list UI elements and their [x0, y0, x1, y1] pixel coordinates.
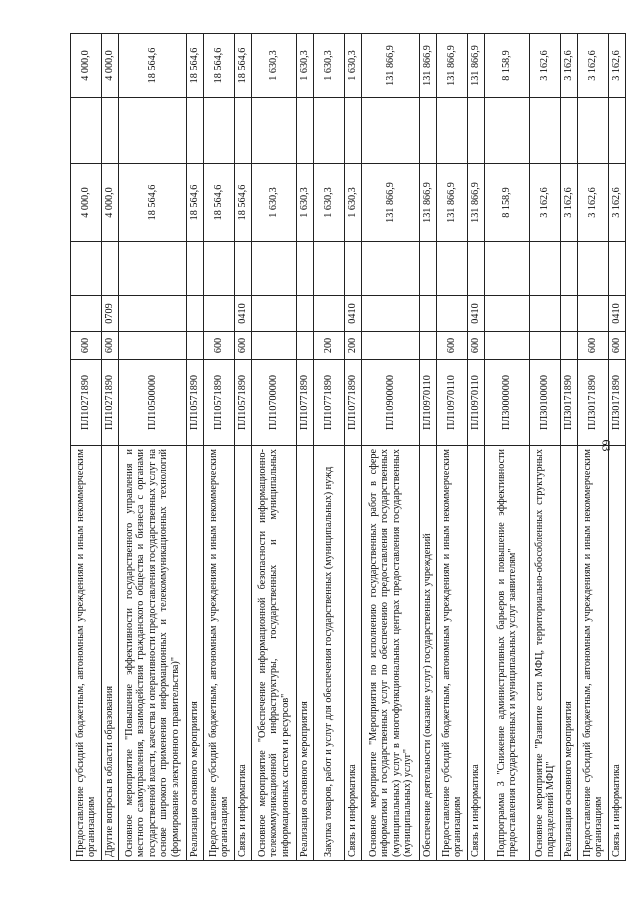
row-csr-code: ПЛ10970110: [420, 360, 437, 446]
row-section-code: 0410: [235, 296, 252, 332]
row-csr-code: ПЛ30171890: [561, 360, 578, 446]
row-sum-1: 1 630,3: [345, 164, 362, 242]
row-empty-cell: [362, 98, 420, 164]
row-csr-code: ПЛ10771890: [345, 360, 362, 446]
row-name: Реализация основного мероприятия: [561, 446, 578, 861]
row-section-code: [530, 296, 561, 332]
row-sum-2: 18 564,6: [235, 34, 252, 98]
row-csr-code: ПЛ30000000: [485, 360, 530, 446]
row-section-code: 0709: [102, 296, 119, 332]
row-sum-2: 1 630,3: [252, 34, 297, 98]
row-empty-cell: [204, 98, 235, 164]
row-name: Связь и информатика: [468, 446, 485, 861]
row-section-code: [578, 296, 609, 332]
row-section-code: [485, 296, 530, 332]
row-section-code: [297, 296, 314, 332]
table-row: [204, 34, 235, 861]
row-vr-code: 600: [437, 332, 468, 360]
row-sum-1: 1 630,3: [297, 164, 314, 242]
row-sum-1: 3 162,6: [578, 164, 609, 242]
row-sum-1: 4 000,0: [102, 164, 119, 242]
row-sum-1: 3 162,6: [561, 164, 578, 242]
row-csr-code: ПЛ30100000: [530, 360, 561, 446]
row-empty-cell: [485, 242, 530, 296]
row-sum-2: 3 162,6: [578, 34, 609, 98]
row-sum-1: 131 866,9: [468, 164, 485, 242]
budget-table: [70, 33, 626, 861]
row-empty-cell: [119, 98, 187, 164]
row-vr-code: [530, 332, 561, 360]
row-csr-code: ПЛ10700000: [252, 360, 297, 446]
row-csr-code: ПЛ30171890: [609, 360, 626, 446]
row-name: Основное мероприятие "Повышение эффективности государственного управления и местного самоуправления, взаимодействия гражданского общества и бизнеса с органами государственной власти, качества и оперативности предоставления государственных услуг на основе широкого применения информационных и телекоммуникационных технологий (формирование электронного правительства)": [119, 446, 187, 861]
row-name: Связь и информатика: [235, 446, 252, 861]
row-empty-cell: [119, 242, 187, 296]
row-sum-2: 131 866,9: [420, 34, 437, 98]
row-section-code: [561, 296, 578, 332]
row-empty-cell: [314, 98, 345, 164]
row-name: Основное мероприятие "Развитие сети МФЦ, территориально-обособленных структурных подразделений МФЦ": [530, 446, 561, 861]
row-empty-cell: [420, 98, 437, 164]
table-row: [235, 34, 252, 861]
row-name: Закупка товаров, работ и услуг для обеспечения государственных (муниципальных) нужд: [314, 446, 345, 861]
row-csr-code: ПЛ10271890: [71, 360, 102, 446]
row-empty-cell: [578, 242, 609, 296]
row-csr-code: ПЛ30171890: [578, 360, 609, 446]
row-name: Связь и информатика: [345, 446, 362, 861]
row-name: Обеспечение деятельности (оказание услуг) государственных учреждений: [420, 446, 437, 861]
row-empty-cell: [252, 242, 297, 296]
row-sum-1: 131 866,9: [437, 164, 468, 242]
row-empty-cell: [530, 242, 561, 296]
table-row: [119, 34, 187, 861]
row-section-code: 0410: [609, 296, 626, 332]
row-sum-2: 131 866,9: [437, 34, 468, 98]
table-row: [437, 34, 468, 861]
row-empty-cell: [314, 242, 345, 296]
row-csr-code: ПЛ10571890: [187, 360, 204, 446]
table-row: [102, 34, 119, 861]
table-row: [530, 34, 561, 861]
row-sum-2: 18 564,6: [187, 34, 204, 98]
row-sum-2: 18 564,6: [119, 34, 187, 98]
row-section-code: 0410: [468, 296, 485, 332]
row-csr-code: ПЛ10571890: [235, 360, 252, 446]
row-csr-code: ПЛ10771890: [297, 360, 314, 446]
row-name: Предоставление субсидий бюджетным, автономным учреждениям и иным некоммерческим организациям: [578, 446, 609, 861]
table-row: [252, 34, 297, 861]
row-empty-cell: [530, 98, 561, 164]
row-sum-2: 131 866,9: [362, 34, 420, 98]
row-name: Связь и информатика: [609, 446, 626, 861]
row-sum-2: 8 158,9: [485, 34, 530, 98]
row-empty-cell: [420, 242, 437, 296]
table-body: [71, 34, 626, 861]
row-csr-code: ПЛ10970110: [468, 360, 485, 446]
row-empty-cell: [297, 242, 314, 296]
row-empty-cell: [468, 98, 485, 164]
row-section-code: [71, 296, 102, 332]
table-row: [71, 34, 102, 861]
row-vr-code: 600: [578, 332, 609, 360]
row-csr-code: ПЛ10970110: [437, 360, 468, 446]
table-row: [485, 34, 530, 861]
row-sum-1: 3 162,6: [530, 164, 561, 242]
row-vr-code: [485, 332, 530, 360]
row-empty-cell: [235, 242, 252, 296]
row-sum-1: 18 564,6: [187, 164, 204, 242]
row-empty-cell: [561, 98, 578, 164]
row-csr-code: ПЛ10271890: [102, 360, 119, 446]
row-empty-cell: [187, 242, 204, 296]
page-number: 63: [599, 439, 614, 452]
row-name: Предоставление субсидий бюджетным, автономным учреждениям и иным некоммерческим организациям: [437, 446, 468, 861]
row-vr-code: [187, 332, 204, 360]
row-vr-code: 600: [204, 332, 235, 360]
row-sum-2: 3 162,6: [561, 34, 578, 98]
row-csr-code: ПЛ10771890: [314, 360, 345, 446]
row-sum-1: 1 630,3: [314, 164, 345, 242]
rotated-page: [70, 34, 623, 861]
row-sum-2: 3 162,6: [530, 34, 561, 98]
row-csr-code: ПЛ10500000: [119, 360, 187, 446]
row-vr-code: 600: [235, 332, 252, 360]
row-sum-1: 18 564,6: [235, 164, 252, 242]
row-name: Предоставление субсидий бюджетным, автономным учреждениям и иным некоммерческим организациям: [204, 446, 235, 861]
table-row: [578, 34, 609, 861]
table-row: [362, 34, 420, 861]
row-section-code: [420, 296, 437, 332]
row-section-code: 0410: [345, 296, 362, 332]
row-vr-code: [561, 332, 578, 360]
row-empty-cell: [102, 242, 119, 296]
row-sum-1: 1 630,3: [252, 164, 297, 242]
row-name: Подпрограмма 3 "Снижение административных барьеров и повышение эффективности предоставления государственных и муниципальных услуг заявителям": [485, 446, 530, 861]
row-empty-cell: [561, 242, 578, 296]
table-row: [561, 34, 578, 861]
row-empty-cell: [437, 98, 468, 164]
row-name: Основное мероприятие "Обеспечение информационной безопасности информационно-телекоммуникационной инфраструктуры, государственных и муниципальных информационных систем и ресурсов": [252, 446, 297, 861]
row-empty-cell: [297, 98, 314, 164]
row-vr-code: 200: [314, 332, 345, 360]
row-sum-1: 4 000,0: [71, 164, 102, 242]
row-sum-2: 131 866,9: [468, 34, 485, 98]
row-vr-code: [420, 332, 437, 360]
row-csr-code: ПЛ10900000: [362, 360, 420, 446]
row-section-code: [362, 296, 420, 332]
table-row: [314, 34, 345, 861]
row-empty-cell: [609, 242, 626, 296]
row-empty-cell: [345, 242, 362, 296]
row-empty-cell: [609, 98, 626, 164]
row-vr-code: [252, 332, 297, 360]
row-sum-2: 1 630,3: [345, 34, 362, 98]
row-empty-cell: [71, 98, 102, 164]
row-vr-code: 600: [71, 332, 102, 360]
row-empty-cell: [485, 98, 530, 164]
row-name: Реализация основного мероприятия: [297, 446, 314, 861]
row-sum-2: 4 000,0: [102, 34, 119, 98]
row-vr-code: [297, 332, 314, 360]
row-sum-1: 131 866,9: [420, 164, 437, 242]
row-vr-code: 600: [609, 332, 626, 360]
row-section-code: [204, 296, 235, 332]
table-row: [468, 34, 485, 861]
row-section-code: [119, 296, 187, 332]
row-section-code: [252, 296, 297, 332]
row-empty-cell: [252, 98, 297, 164]
row-empty-cell: [187, 98, 204, 164]
row-empty-cell: [71, 242, 102, 296]
row-name: Основное мероприятие "Мероприятия по исполнению государственных работ в сфере информатики и государственных услуг по обеспечению предоставления государственных (муниципальных) услуг в многофункциональных центрах предоставления государственных (муниципальных) услуг": [362, 446, 420, 861]
row-section-code: [437, 296, 468, 332]
row-empty-cell: [102, 98, 119, 164]
row-sum-2: 18 564,6: [204, 34, 235, 98]
table-row: [609, 34, 626, 861]
row-sum-2: 1 630,3: [297, 34, 314, 98]
row-empty-cell: [578, 98, 609, 164]
row-section-code: [314, 296, 345, 332]
row-sum-2: 3 162,6: [609, 34, 626, 98]
row-name: Предоставление субсидий бюджетным, автономным учреждениям и иным некоммерческим организациям: [71, 446, 102, 861]
row-sum-1: 18 564,6: [119, 164, 187, 242]
row-empty-cell: [468, 242, 485, 296]
row-name: Другие вопросы в области образования: [102, 446, 119, 861]
row-name: Реализация основного мероприятия: [187, 446, 204, 861]
table-row: [345, 34, 362, 861]
row-sum-2: 1 630,3: [314, 34, 345, 98]
row-empty-cell: [362, 242, 420, 296]
row-empty-cell: [437, 242, 468, 296]
table-row: [297, 34, 314, 861]
row-csr-code: ПЛ10571890: [204, 360, 235, 446]
row-empty-cell: [235, 98, 252, 164]
row-sum-1: 8 158,9: [485, 164, 530, 242]
row-sum-2: 4 000,0: [71, 34, 102, 98]
row-section-code: [187, 296, 204, 332]
row-vr-code: 600: [102, 332, 119, 360]
row-vr-code: 200: [345, 332, 362, 360]
table-row: [420, 34, 437, 861]
row-vr-code: [119, 332, 187, 360]
row-sum-1: 131 866,9: [362, 164, 420, 242]
row-sum-1: 18 564,6: [204, 164, 235, 242]
row-vr-code: [362, 332, 420, 360]
row-sum-1: 3 162,6: [609, 164, 626, 242]
row-vr-code: 600: [468, 332, 485, 360]
row-empty-cell: [204, 242, 235, 296]
row-empty-cell: [345, 98, 362, 164]
table-row: [187, 34, 204, 861]
